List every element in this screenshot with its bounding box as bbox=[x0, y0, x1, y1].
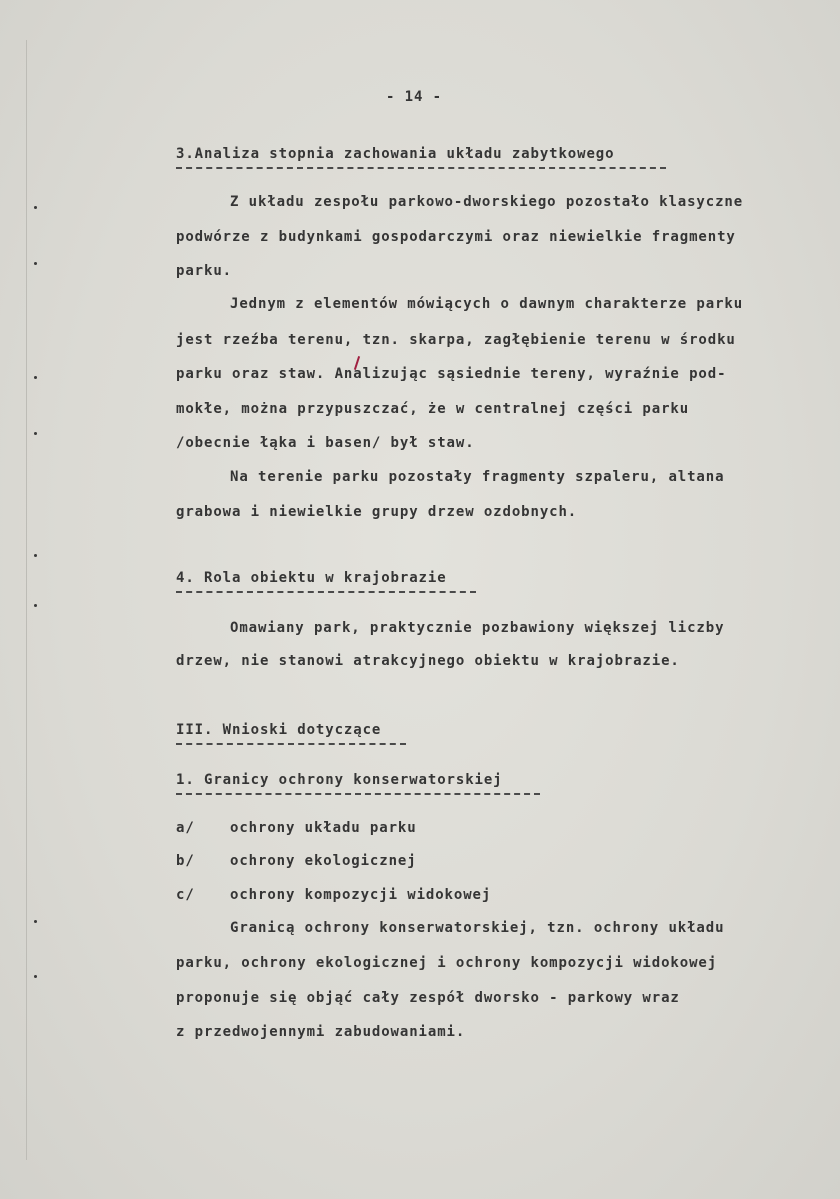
margin-dot bbox=[34, 920, 37, 923]
list-item: ochrony ekologicznej bbox=[230, 853, 417, 869]
text-line: jest rzeźba terenu, tzn. skarpa, zagłębienie terenu w środku bbox=[176, 332, 736, 348]
list-marker: b/ bbox=[176, 853, 195, 869]
margin-dot bbox=[34, 554, 37, 557]
margin-dot bbox=[34, 206, 37, 209]
section-3-heading-underline bbox=[176, 167, 666, 169]
text-line: proponuje się objąć cały zespół dworsko - parkowy wraz bbox=[176, 990, 680, 1006]
text-line: Z układu zespołu parkowo-dworskiego pozostało klasyczne bbox=[230, 194, 744, 210]
text-line: mokłe, można przypuszczać, że w centralnej części parku bbox=[176, 401, 690, 417]
text-line: parku, ochrony ekologicznej i ochrony kompozycji widokowej bbox=[176, 955, 718, 971]
list-item: ochrony układu parku bbox=[230, 820, 417, 836]
page-number: - 14 - bbox=[386, 89, 442, 105]
text-line: Omawiany park, praktycznie pozbawiony większej liczby bbox=[230, 620, 725, 636]
text-line: Jednym z elementów mówiących o dawnym charakterze parku bbox=[230, 296, 744, 312]
section-iii-heading: III. Wnioski dotyczące bbox=[176, 722, 382, 738]
text-line: Na terenie parku pozostały fragmenty szpaleru, altana bbox=[230, 469, 725, 485]
text-line: parku oraz staw. Analizując sąsiednie tereny, wyraźnie pod- bbox=[176, 366, 727, 382]
sub-heading: 1. Granicy ochrony konserwatorskiej bbox=[176, 772, 503, 788]
margin-dot bbox=[34, 604, 37, 607]
page-edge-line bbox=[26, 40, 27, 1160]
list-marker: a/ bbox=[176, 820, 195, 836]
margin-dot bbox=[34, 432, 37, 435]
text-line: /obecnie łąka i basen/ był staw. bbox=[176, 435, 475, 451]
section-iii-heading-underline bbox=[176, 743, 406, 745]
margin-dot bbox=[34, 975, 37, 978]
list-marker: c/ bbox=[176, 887, 195, 903]
text-line: Granicą ochrony konserwatorskiej, tzn. ochrony układu bbox=[230, 920, 725, 936]
section-4-heading: 4. Rola obiektu w krajobrazie bbox=[176, 570, 447, 586]
text-line: podwórze z budynkami gospodarczymi oraz niewielkie fragmenty bbox=[176, 229, 736, 245]
section-4-heading-underline bbox=[176, 591, 476, 593]
text-line: grabowa i niewielkie grupy drzew ozdobnych. bbox=[176, 504, 578, 520]
margin-dot bbox=[34, 376, 37, 379]
sub-heading-underline bbox=[176, 793, 540, 795]
list-item: ochrony kompozycji widokowej bbox=[230, 887, 492, 903]
section-3-heading: 3.Analiza stopnia zachowania układu zabytkowego bbox=[176, 146, 615, 162]
text-line: parku. bbox=[176, 263, 232, 279]
text-line: drzew, nie stanowi atrakcyjnego obiektu w krajobrazie. bbox=[176, 653, 680, 669]
margin-dot bbox=[34, 262, 37, 265]
text-line: z przedwojennymi zabudowaniami. bbox=[176, 1024, 466, 1040]
